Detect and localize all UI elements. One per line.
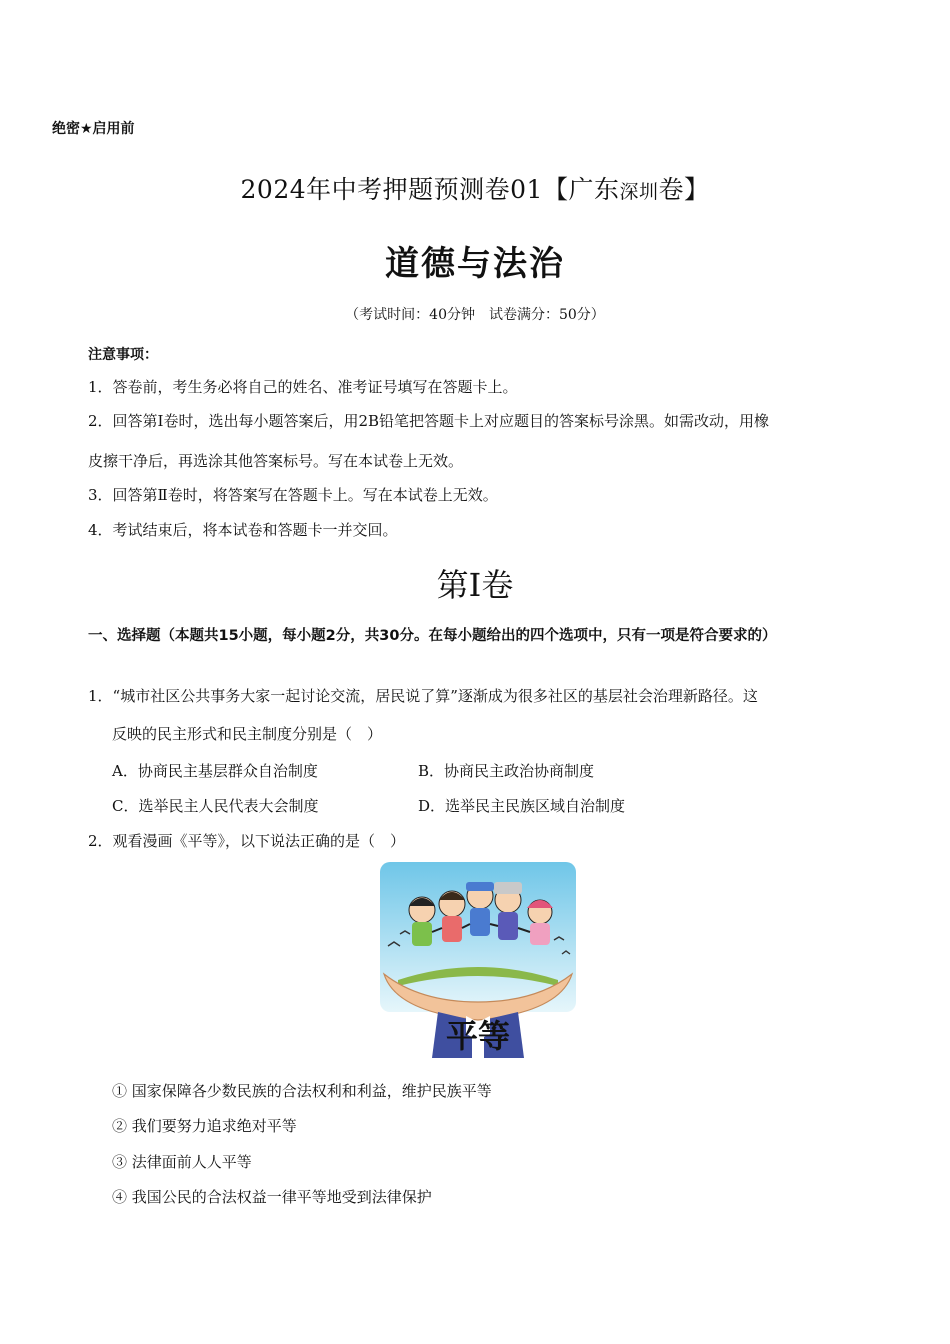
confidential-label: 绝密★启用前	[52, 121, 135, 137]
note-item-continued: 皮擦干净后，再选涂其他答案标号。写在本试卷上无效。	[88, 452, 464, 470]
exam-info: （考试时间：40分钟 试卷满分：50分）	[345, 307, 605, 323]
note-item: 1．答卷前，考生务必将自己的姓名、准考证号填写在答题卡上。	[88, 378, 518, 396]
option-d[interactable]: D．选举民主民族区域自治制度	[418, 797, 626, 815]
notes-heading: 注意事项：	[88, 347, 158, 363]
note-item: 2．回答第Ⅰ卷时，选出每小题答案后，用2B铅笔把答题卡上对应题目的答案标号涂黑。如需改动，用橡	[88, 412, 770, 430]
exam-title-city: 深圳	[619, 181, 659, 203]
option-b[interactable]: B．协商民主政治协商制度	[418, 762, 595, 780]
question-2-stem: 2．观看漫画《平等》，以下说法正确的是（ ）	[88, 832, 406, 850]
statement-item: ① 国家保障各少数民族的合法权利和利益，维护民族平等	[112, 1082, 492, 1100]
option-c[interactable]: C．选举民主人民代表大会制度	[112, 797, 319, 815]
cartoon-caption: 平等	[445, 1017, 510, 1055]
subject-title: 道德与法治	[385, 244, 565, 284]
exam-title-main: 2024年中考押题预测卷01【广东	[240, 175, 620, 204]
exam-title-end: 卷】	[658, 175, 710, 204]
option-a[interactable]: A．协商民主基层群众自治制度	[112, 762, 318, 780]
note-item: 3．回答第Ⅱ卷时，将答案写在答题卡上。写在本试卷上无效。	[88, 486, 498, 504]
question-1-stem: 1．“城市社区公共事务大家一起讨论交流，居民说了算”逐渐成为很多社区的基层社会治理新路径。这	[88, 687, 758, 705]
section-title: 第Ⅰ卷	[436, 566, 514, 604]
statement-item: ② 我们要努力追求绝对平等	[112, 1117, 297, 1135]
exam-title	[0, 170, 950, 206]
statement-item: ③ 法律面前人人平等	[112, 1153, 252, 1171]
question-1-stem-continued: 反映的民主形式和民主制度分别是（ ）	[112, 725, 383, 743]
section-description: 一、选择题（本题共15小题，每小题2分，共30分。在每小题给出的四个选项中，只有一项是符合要求的）	[88, 628, 777, 644]
note-item: 4．考试结束后，将本试卷和答题卡一并交回。	[88, 521, 398, 539]
statement-item: ④ 我国公民的合法权益一律平等地受到法律保护	[112, 1188, 432, 1206]
